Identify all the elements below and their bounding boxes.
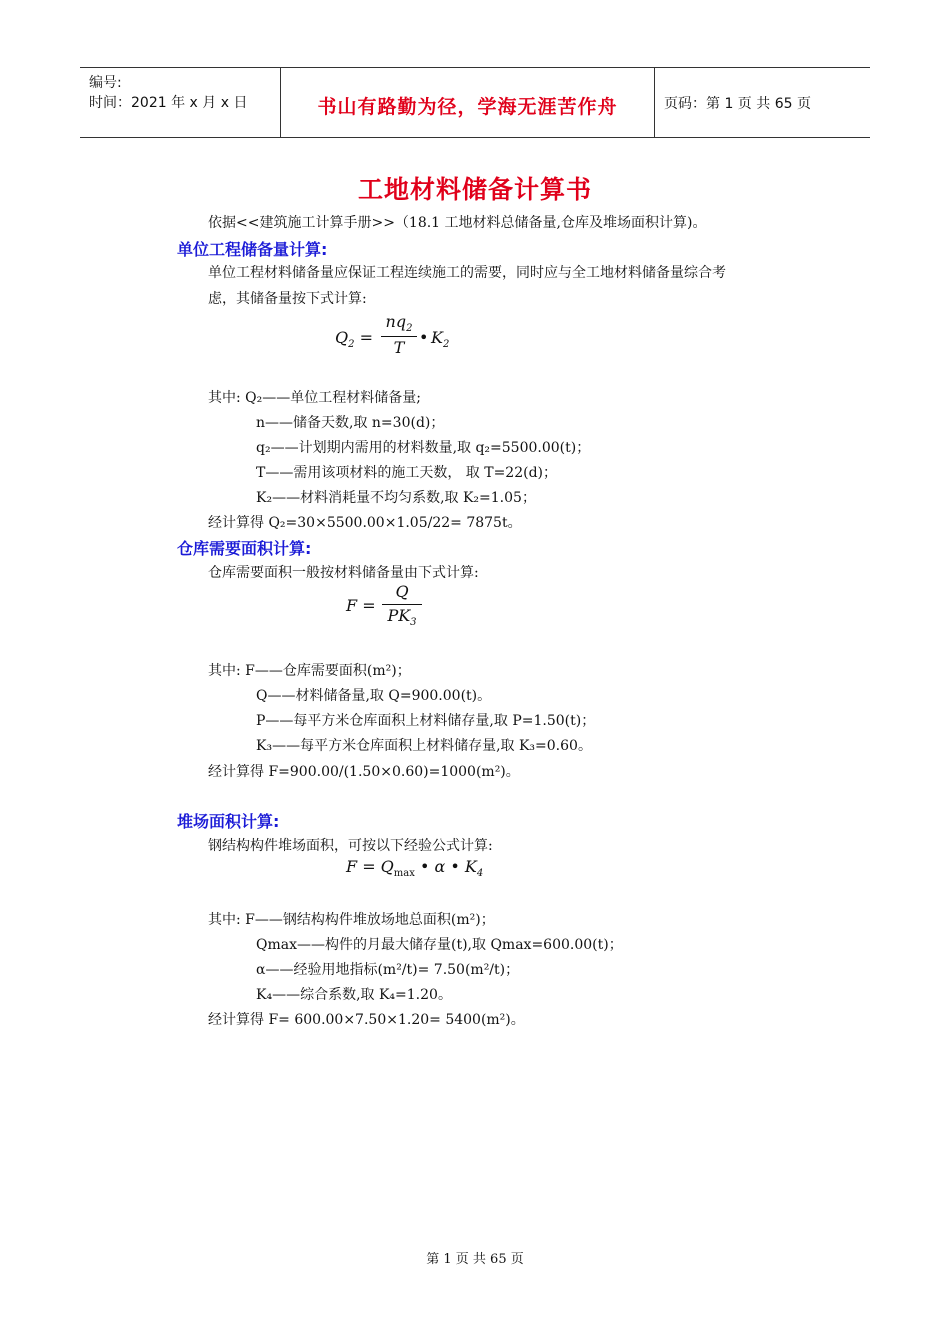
code-label: 编号: bbox=[89, 75, 122, 91]
intro-text: 依据<<建筑施工计算手册>>（18.1 工地材料总储备量,仓库及堆场面积计算)。 bbox=[208, 215, 707, 231]
s1-result: 经计算得 Q₂=30×5500.00×1.05/22= 7875t。 bbox=[208, 515, 522, 531]
s1-where-0: 其中: Q₂——单位工程材料储备量; bbox=[208, 390, 421, 406]
section2-para: 仓库需要面积一般按材料储备量由下式计算: bbox=[208, 565, 479, 581]
doc-title: 工地材料储备计算书 bbox=[357, 175, 592, 204]
section3-para: 钢结构构件堆场面积，可按以下经验公式计算: bbox=[208, 838, 493, 854]
section1-para-line2: 虑，其储备量按下式计算: bbox=[208, 291, 367, 307]
motto: 书山有路勤为径，学海无涯苦作舟 bbox=[317, 96, 618, 118]
s2-where-1: Q——材料储备量,取 Q=900.00(t)。 bbox=[256, 688, 492, 704]
formula-f-warehouse: F = Q $PK_3$ bbox=[346, 582, 436, 632]
s2-where-2: P——每平方米仓库面积上材料储存量,取 P=1.50(t)； bbox=[256, 713, 596, 729]
header-table bbox=[80, 67, 870, 138]
s3-where-3: K₄——综合系数,取 K₄=1.20。 bbox=[256, 987, 452, 1003]
section3-heading: 堆场面积计算: bbox=[177, 812, 280, 831]
s1-where-4: K₂——材料消耗量不均匀系数,取 K₂=1.05； bbox=[256, 490, 536, 506]
s1-where-3: T——需用该项材料的施工天数， 取 T=22(d)； bbox=[256, 465, 558, 481]
header-left-cell bbox=[80, 68, 280, 137]
formula-q2: $Q_2$ = $nq_2$ T • $K_2$ bbox=[335, 312, 450, 357]
page-info: 页码：第 1 页 共 65 页 bbox=[664, 96, 811, 112]
page-footer: 第 1 页 共 65 页 bbox=[426, 1252, 524, 1267]
s2-where-0: 其中: F——仓库需要面积(m²)； bbox=[208, 663, 411, 679]
s3-where-0: 其中: F——钢结构构件堆放场地总面积(m²)； bbox=[208, 912, 495, 928]
section2-heading: 仓库需要面积计算: bbox=[177, 539, 312, 558]
s1-where-1: n——储备天数,取 n=30(d)； bbox=[256, 415, 445, 431]
s3-where-2: α——经验用地指标(m²/t)= 7.50(m²/t)； bbox=[256, 962, 520, 978]
section1-para-line1: 单位工程材料储备量应保证工程连续施工的需要，同时应与全工地材料储备量综合考 bbox=[208, 265, 726, 281]
section1-heading: 单位工程储备量计算: bbox=[177, 240, 328, 259]
s2-result: 经计算得 F=900.00/(1.50×0.60)=1000(m²)。 bbox=[208, 764, 520, 780]
s1-where-2: q₂——计划期内需用的材料数量,取 q₂=5500.00(t)； bbox=[256, 440, 591, 456]
s2-where-3: K₃——每平方米仓库面积上材料储存量,取 K₃=0.60。 bbox=[256, 738, 592, 754]
header-motto-cell bbox=[280, 68, 655, 137]
header-page-cell bbox=[654, 68, 870, 137]
time-label: 时间：2021 年 x 月 x 日 bbox=[89, 95, 248, 111]
s3-result: 经计算得 F= 600.00×7.50×1.20= 5400(m²)。 bbox=[208, 1012, 525, 1028]
formula-f-yard: $F = Q_{max}$ • α • $K_4$ bbox=[346, 857, 484, 880]
s3-where-1: Qmax——构件的月最大储存量(t),取 Qmax=600.00(t)； bbox=[256, 937, 623, 953]
